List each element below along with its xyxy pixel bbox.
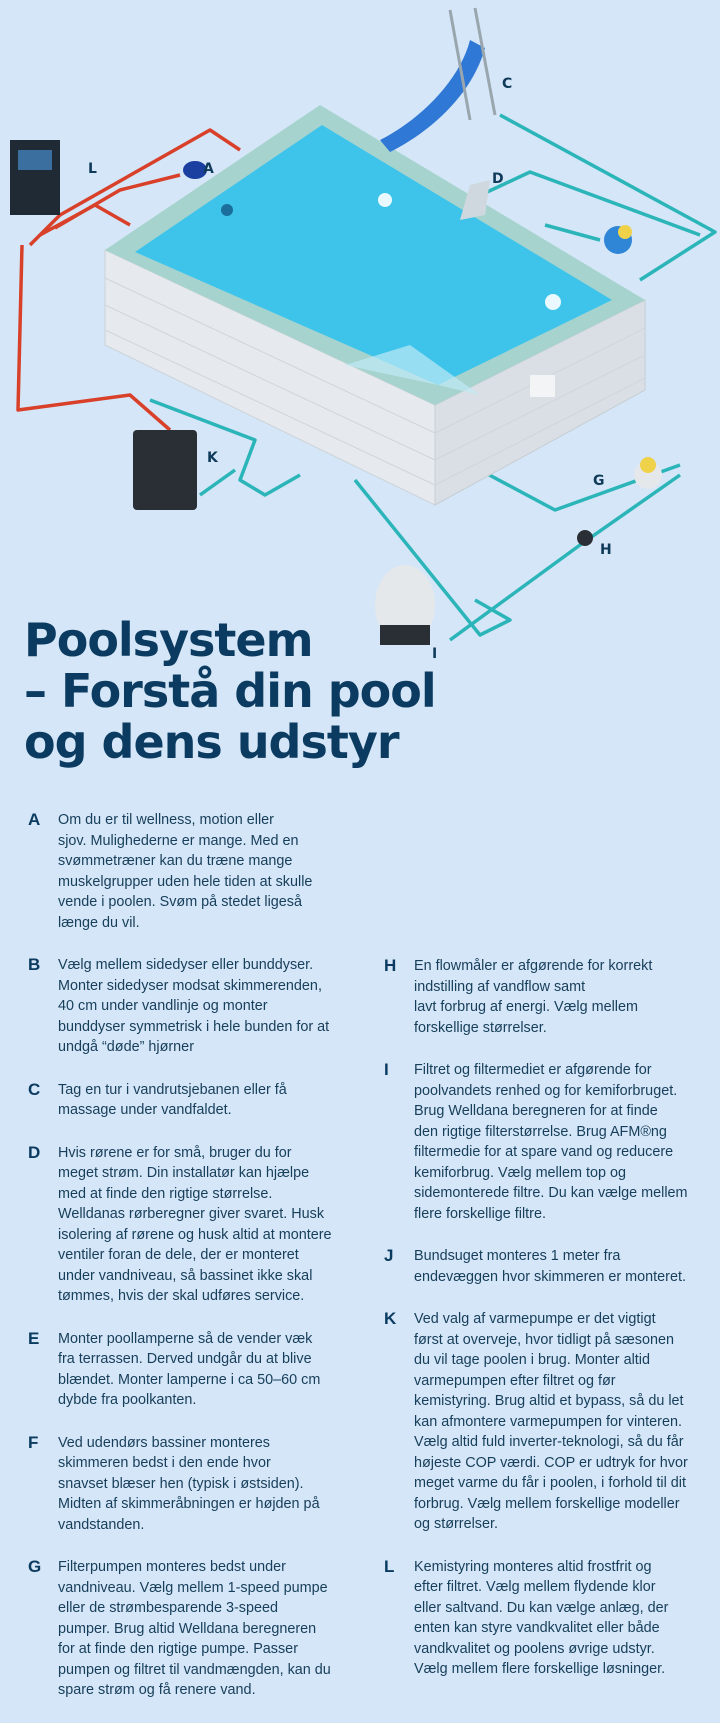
label-G: G xyxy=(593,473,605,489)
legend-text: Vælg mellem sidedyser eller bunddyser. Monter sidedyser modsat skimmerenden, 40 cm under vandlinje og monter bunddyser symmetrisk i hele bunden for at undgå “døde” hjørner xyxy=(58,957,330,1055)
title-line-2: – Forstå din pool xyxy=(24,664,436,718)
legend-text: Kemistyring monteres altid frostfrit og efter filtret. Vælg mellem flydende klor eller saltvand. Du kan vælge anlæg, der enten kan styre vandkvalitet eller både vandkvalitet og poolens øvrige udstyr. Vælg mellem flere forskellige løsninger. xyxy=(414,1558,669,1677)
legend-column-right xyxy=(384,956,714,1702)
legend-letter: H xyxy=(384,956,397,975)
legend-item-b xyxy=(28,955,353,1058)
legend-letter: D xyxy=(28,1142,41,1162)
filter-pump xyxy=(634,457,662,489)
pool-lamp xyxy=(378,193,392,207)
legend-text: Tag en tur i vandrutsjebanen eller få massage under vandfaldet. xyxy=(58,1081,287,1118)
legend-item-i xyxy=(384,1060,714,1224)
legend-letter: C xyxy=(28,1079,41,1099)
skimmer xyxy=(530,375,555,397)
legend-item-a xyxy=(28,810,353,933)
label-A: A xyxy=(203,161,214,177)
label-H: H xyxy=(600,542,612,558)
label-K: K xyxy=(207,450,218,466)
legend-letter: I xyxy=(384,1060,389,1079)
legend-letter: L xyxy=(384,1556,395,1576)
page-title xyxy=(24,615,624,768)
water-slide xyxy=(380,8,495,152)
legend-letter: F xyxy=(28,1432,39,1452)
circulation-pump xyxy=(604,225,632,254)
legend-text: Filterpumpen monteres bedst under vandniveau. Vælg mellem 1-speed pumpe eller de strømbesparende 3-speed pumper. Brug altid Welldana beregneren for at finde den rigtige pumpe. Passer pumpen og filtret til vandmængden, kan du spare strøm og få renere vand. xyxy=(58,1559,331,1698)
legend-item-e xyxy=(28,1329,353,1411)
side-jet xyxy=(221,204,233,216)
chemistry-control-unit xyxy=(10,140,60,215)
legend-text: Ved valg af varmepumpe er det vigtigt først at overveje, hvor tidligt på sæsonen du vil tage poolen i brug. Monter altid varmepumpen efter filtret og før kemistyring. Brug altid et bypass, så du let kan afmontere varmepumpen for vinteren. Vælg altid fuld inverter-teknologi, så du får højeste COP værdi. COP er udtryk for hvor meget varme du får i poolen, i forhold til dit forbrug. Vælg mellem forskellige modeller og størrelser. xyxy=(414,1311,688,1532)
label-I: I xyxy=(432,646,438,660)
legend-item-k xyxy=(384,1309,714,1535)
legend-text: Hvis rørene er for små, bruger du for meget strøm. Din installatør kan hjælpe med at finde den rigtige størrelse. Welldanas rørberegner giver svaret. Husk isolering af rørene og husk altid at montere ventiler foran de dele, der er monteret under vandniveau, så bassinet ikke skal tømmes, hvis der skal udføres service. xyxy=(58,1144,332,1304)
pool-system-diagram xyxy=(0,0,720,660)
legend-text: Ved udendørs bassiner monteres skimmeren bedst i den ende hvor snavset blæser hen (typisk i østsiden). Midten af skimmeråbningen er højden på vandstanden. xyxy=(58,1434,320,1533)
legend-item-h xyxy=(384,956,714,1038)
label-L: L xyxy=(88,161,97,177)
legend-item-f xyxy=(28,1433,353,1536)
legend-letter: B xyxy=(28,955,41,974)
label-C: C xyxy=(502,76,513,92)
title-line-1: Poolsystem xyxy=(24,613,313,667)
heat-pump xyxy=(133,430,197,510)
legend-letter: G xyxy=(28,1557,42,1576)
legend-item-d xyxy=(28,1143,353,1307)
legend-text: Filtret og filtermediet er afgørende for poolvandets renhed og for kemiforbruget. Brug Welldana beregneren for at finde den rigtige filterstørrelse. Brug AFM®ng filtermedie for at spare vand og reducere kemiforbrug. Vælg mellem top og sidemonterede filtre. Du kan vælge mellem flere forskellige filtre. xyxy=(414,1062,688,1222)
pool-lamp xyxy=(545,294,561,310)
legend-item-l xyxy=(384,1557,714,1680)
label-D: D xyxy=(492,171,504,187)
legend-item-c xyxy=(28,1080,353,1121)
flow-meter xyxy=(577,530,593,546)
legend-letter: K xyxy=(384,1309,397,1328)
legend-item-g xyxy=(28,1557,353,1701)
legend-text: Monter poollamperne så de vender væk fra terrassen. Derved undgår du at blive blændet. Monter lamperne i ca 50–60 cm dybde fra poolkanten. xyxy=(58,1330,321,1408)
legend-letter: E xyxy=(28,1328,40,1348)
legend-item-j xyxy=(384,1246,714,1287)
legend-text: En flowmåler er afgørende for korrekt indstilling af vandflow samt lavt forbrug af energi. Vælg mellem forskellige størrelser. xyxy=(414,958,653,1036)
legend-letter: A xyxy=(28,810,41,829)
legend-column-left xyxy=(28,810,353,1723)
legend-text: Om du er til wellness, motion eller sjov. Mulighederne er mange. Med en svømmetræner kan du træne mange muskelgrupper uden hele tiden at skulle vende i poolen. Svøm på stedet ligeså længe du vil. xyxy=(58,812,313,931)
legend-text: Bundsuget monteres 1 meter fra endevæggen hvor skimmeren er monteret. xyxy=(414,1248,686,1285)
title-line-3: og dens udstyr xyxy=(24,715,399,769)
legend-letter: J xyxy=(384,1246,394,1265)
